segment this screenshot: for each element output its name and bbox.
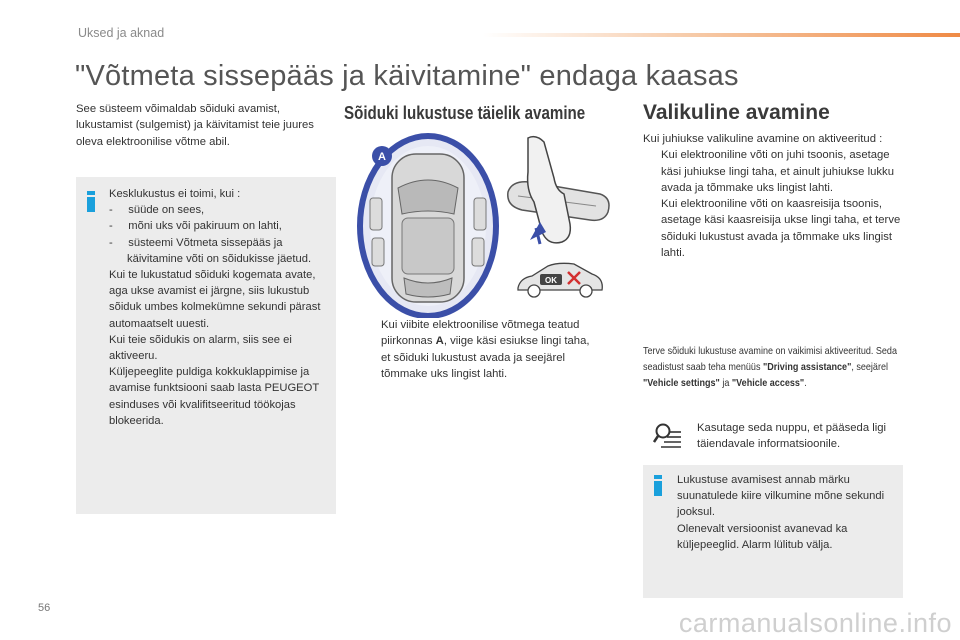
- full-unlock-default-note: Terve sõiduki lukustuse avamine on vaikimisi aktiveeritud. Seda seadistust saab teha menüüs "Driving assistance", seejärel "Vehicle settings" ja "Vehicle access".: [643, 345, 897, 389]
- info-left-paragraph: Kui teie sõidukis on alarm, siis see ei aktiveeru.: [109, 333, 292, 363]
- selective-bullet: Kui elektrooniline võti on kaasreisija tsoonis, asetage käsi kaasreisija ukse lingi taha, et terve sõiduki lukustust avada ja tõmmake uks lingist lahti.: [643, 196, 911, 261]
- info-box-right: [643, 465, 903, 598]
- reference-note: Kasutage seda nuppu, et pääseda ligi täiendavale informatsioonile.: [697, 422, 887, 451]
- page-title: "Võtmeta sissepääs ja käivitamine" endaga kaasas: [75, 60, 739, 92]
- hand-door-handle-illustration: [500, 132, 618, 250]
- selective-intro: Kui juhiukse valikuline avamine on aktiveeritud :: [643, 133, 883, 145]
- bullet-marker: [643, 196, 661, 261]
- intro-text: See süsteem võimaldab sõiduki avamist, lukustamist (sulgemist) ja käivitamist teie juures oleva elektroonilise võtme abil.: [76, 103, 314, 148]
- info-left-paragraph: Küljepeeglite puldiga kokkuklappimise ja avamise funktsiooni saab lasta PEUGEOT esinduses või kvalifitseeritud töökojas blokeerida.: [109, 366, 319, 427]
- watermark-text: carmanualsonline.info: [678, 608, 952, 638]
- info-icon: [85, 191, 97, 215]
- full-unlock-bullet: Kui viibite elektroonilise võtmega teatud piirkonnas A, viige käsi esiukse lingi taha, et sõiduki lukustust avada ja seejärel tõmmake uks lingist lahti.: [363, 317, 601, 382]
- full-unlock-heading: Sõiduki lukustuse täielik avamine: [344, 103, 586, 123]
- info-box-left: [76, 177, 336, 514]
- info-left-item: - mõni uks või pakiruum on lahti,: [109, 220, 282, 233]
- info-left-paragraph: Kui te lukustatud sõiduki kogemata avate, aga ukse avamist ei järgne, siis lukustub sõiduk umbes kolmekümne sekundi pärast automaatselt uuesti.: [109, 269, 321, 330]
- bullet-marker: [643, 147, 661, 196]
- page-number: 56: [38, 602, 51, 614]
- section-label: Uksed ja aknad: [78, 26, 165, 40]
- selective-bullet: Kui elektrooniline võti on juhi tsoonis, asetage käsi juhiukse lingi taha, et ainult juhiukse lukku avada ja tõmmake uks lingist lahti.: [643, 147, 911, 196]
- car-side-illustration: [514, 262, 606, 300]
- info-right-paragraph: Lukustuse avamisest annab märku suunatulede kiire vilkumine mõne sekundi jooksul.: [677, 474, 885, 519]
- info-icon: [652, 475, 664, 499]
- info-right-paragraph: Olenevalt versioonist avanevad ka küljepeeglid. Alarm lülitub välja.: [677, 522, 848, 551]
- magnifier-reference-icon: [653, 422, 683, 450]
- header-divider: [483, 33, 960, 37]
- info-left-item: - süsteemi Võtmeta sissepääs ja käivitamine võti on sõidukisse jäetud.: [109, 236, 312, 265]
- info-left-intro: Kesklukustus ei toimi, kui :: [109, 188, 241, 200]
- selective-unlock-heading: Valikuline avamine: [643, 101, 830, 124]
- bullet-marker: [363, 317, 381, 382]
- car-zone-illustration: [354, 128, 504, 318]
- zone-a-marker: A: [378, 151, 386, 163]
- ok-badge: OK: [545, 276, 557, 285]
- info-left-item: - süüde on sees,: [109, 204, 205, 217]
